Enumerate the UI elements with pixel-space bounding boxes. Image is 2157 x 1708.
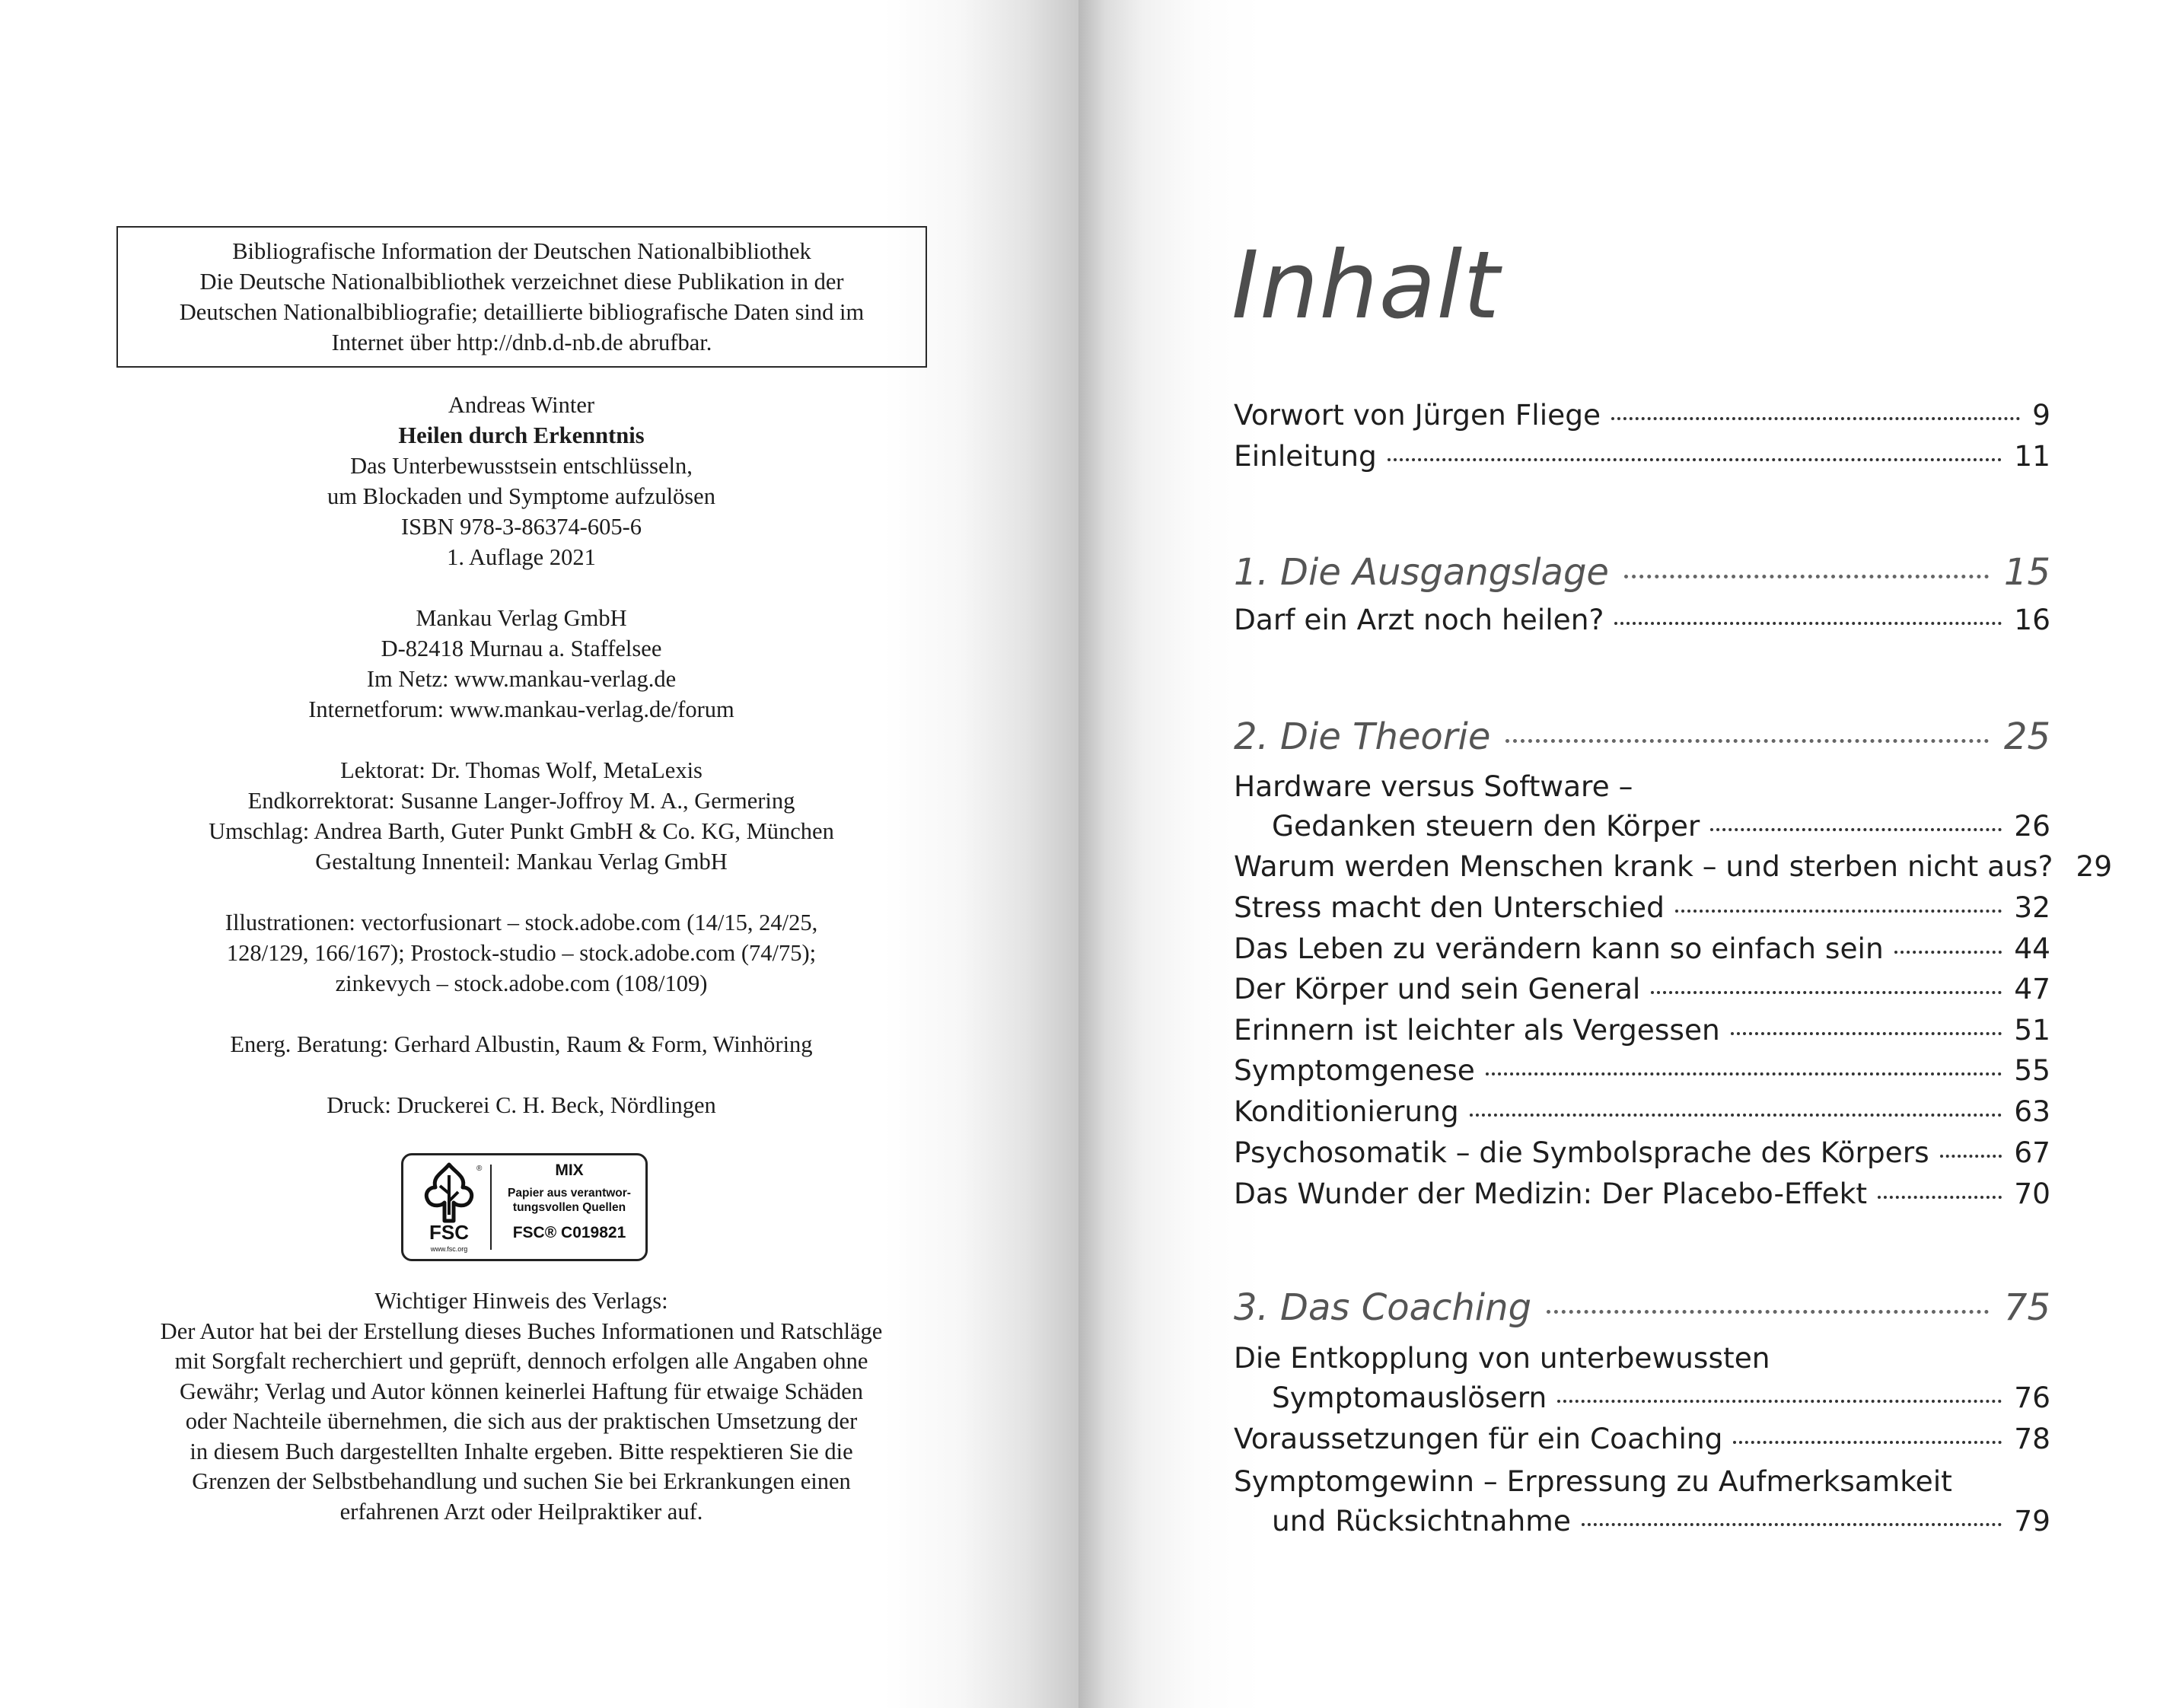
toc-entry [1234, 849, 2113, 891]
toc-chapter-label: 2. Die Theorie [1234, 715, 1491, 758]
toc-entry-label: Stress macht den Unterschied [1234, 891, 1665, 924]
toc-entry-label: Das Wunder der Medizin: Der Placebo-Effekt [1234, 1177, 1868, 1210]
toc-page-number: 16 [2014, 603, 2050, 636]
credit-line: Umschlag: Andrea Barth, Guter Punkt GmbH & Co. KG, München [209, 818, 834, 844]
notice-line: oder Nachteile übernehmen, die sich aus der praktischen Umsetzung der [185, 1408, 858, 1434]
toc-page-number: 26 [2014, 809, 2050, 843]
illustration-line: Illustrationen: vectorfusionart – stock.adobe.com (14/15, 24/25, [225, 910, 818, 935]
toc-entry [1272, 1381, 2050, 1422]
toc-leader [1940, 1155, 2002, 1158]
toc-entry-label: Symptomauslösern [1272, 1381, 1547, 1414]
fsc-label [401, 1153, 648, 1261]
notice-line: in diesem Buch dargestellten Inhalte ergeben. Bitte respektieren Sie die [190, 1438, 853, 1464]
toc-page-number: 67 [2014, 1136, 2050, 1169]
biblio-line: Internet über http://dnb.d-nb.de abrufbar. [331, 330, 712, 355]
toc-entry-label: Das Leben zu verändern kann so einfach sein [1234, 932, 1884, 965]
illustration-line: zinkevych – stock.adobe.com (108/109) [335, 970, 708, 996]
toc-page-number: 32 [2014, 891, 2050, 924]
fsc-license-code: FSC® C019821 [512, 1224, 626, 1241]
toc-entry [1234, 972, 2050, 1013]
fsc-tree-logo-icon [411, 1160, 487, 1256]
fsc-mix: MIX [555, 1162, 584, 1179]
notice-line: Grenzen der Selbstbehandlung und suchen Sie bei Erkrankungen einen [192, 1468, 851, 1494]
toc-page-number: 25 [2003, 715, 2050, 758]
printing-line: Druck: Druckerei C. H. Beck, Nördlingen [327, 1092, 716, 1118]
publisher-notice [99, 1286, 944, 1527]
toc-entry [1234, 439, 2050, 480]
toc-entry [1272, 1504, 2050, 1545]
toc-leader [1582, 1523, 2002, 1526]
book-title: Heilen durch Erkenntnis [398, 422, 645, 448]
toc-page-number: 11 [2014, 439, 2050, 473]
toc-entry-label: Gedanken steuern den Körper [1272, 809, 1700, 843]
toc-entry [1234, 891, 2050, 932]
svg-text:®: ® [476, 1165, 483, 1173]
publisher-line: Mankau Verlag GmbH [416, 605, 627, 631]
toc-page-number: 76 [2014, 1381, 2050, 1414]
toc-page-number: 78 [2014, 1422, 2050, 1455]
credits [99, 755, 944, 877]
toc-chapter-heading [1234, 551, 2050, 603]
toc-page-number: 15 [2003, 551, 2050, 594]
toc-chapter-heading [1234, 715, 2050, 767]
toc-page-number: 79 [2014, 1504, 2050, 1538]
toc-page-number: 29 [2076, 849, 2113, 883]
fsc-logo-url: www.fsc.org [430, 1245, 468, 1253]
bibliographic-info-box [116, 226, 927, 368]
notice-line: erfahrenen Arzt oder Heilpraktiker auf. [339, 1498, 703, 1525]
printing-credit [99, 1090, 944, 1120]
credit-line: Lektorat: Dr. Thomas Wolf, MetaLexis [340, 757, 703, 783]
toc-entry-label: Darf ein Arzt noch heilen? [1234, 603, 1604, 636]
toc-entry [1234, 932, 2050, 973]
notice-line: mit Sorgfalt recherchiert und geprüft, dennoch erfolgen alle Angaben ohne [174, 1348, 868, 1374]
biblio-line: Deutschen Nationalbibliografie; detaillierte bibliografische Daten sind im [179, 299, 865, 325]
toc-leader [1675, 910, 2002, 913]
toc-entry-first-line: Symptomgewinn – Erpressung zu Aufmerksamkeit [1234, 1464, 1952, 1498]
toc-page-number: 63 [2014, 1095, 2050, 1128]
toc-leader [1547, 1310, 1989, 1314]
toc-entry [1234, 398, 2050, 439]
toc-entry-label: Vorwort von Jürgen Fliege [1234, 398, 1601, 432]
toc-chapter-heading [1234, 1286, 2050, 1338]
publisher-line: Internetforum: www.mankau-verlag.de/forum [308, 696, 734, 722]
toc-entry [1234, 1422, 2050, 1463]
toc-entry [1234, 1095, 2050, 1136]
toc-page-number: 55 [2014, 1053, 2050, 1087]
toc-page-number: 51 [2014, 1013, 2050, 1047]
toc-leader [1614, 622, 2002, 625]
imprint-page [0, 0, 1078, 1708]
toc-entry-label: Erinnern ist leichter als Vergessen [1234, 1013, 1720, 1047]
toc-leader [1710, 828, 2002, 831]
toc-entry-label: Der Körper und sein General [1234, 972, 1641, 1005]
toc-leader [1388, 458, 2002, 461]
toc-page-number: 47 [2014, 972, 2050, 1005]
toc-leader [1486, 1072, 2002, 1075]
toc-page-number: 9 [2032, 398, 2050, 432]
consulting-credit [99, 1029, 944, 1060]
publisher-line: Im Netz: www.mankau-verlag.de [366, 666, 677, 692]
notice-line: Der Autor hat bei der Erstellung dieses Buches Informationen und Ratschläge [160, 1318, 883, 1344]
fsc-divider [490, 1165, 492, 1250]
toc-entry-label: und Rücksichtnahme [1272, 1504, 1571, 1538]
toc-entry [1234, 1136, 2050, 1177]
toc-entry-label: Symptomgenese [1234, 1053, 1475, 1087]
biblio-line: Bibliografische Information der Deutschen Nationalbibliothek [232, 238, 811, 264]
toc-leader [1470, 1114, 2002, 1117]
contents-title: Inhalt [1231, 231, 1501, 339]
notice-heading: Wichtiger Hinweis des Verlags: [374, 1288, 668, 1314]
toc-entry-first-line: Die Entkopplung von unterbewussten [1234, 1341, 1770, 1375]
credit-line: Gestaltung Innenteil: Mankau Verlag GmbH [315, 849, 728, 875]
toc-entry-label: Konditionierung [1234, 1095, 1459, 1128]
toc-leader [1505, 739, 1989, 743]
toc-entry [1234, 1053, 2050, 1095]
consulting-line: Energ. Beratung: Gerhard Albustin, Raum & Form, Winhöring [230, 1031, 813, 1057]
toc-entry [1272, 809, 2050, 850]
fsc-source-line: Papier aus verantwor- [508, 1187, 631, 1200]
illustration-line: 128/129, 166/167); Prostock-studio – stock.adobe.com (74/75); [226, 940, 817, 966]
fsc-logo-text: FSC [429, 1221, 469, 1244]
toc-leader [1611, 417, 2020, 420]
toc-leader [1651, 991, 2002, 994]
credit-line: Endkorrektorat: Susanne Langer-Joffroy M. A., Germering [247, 788, 795, 814]
biblio-line: Die Deutsche Nationalbibliothek verzeichnet diese Publikation in der [199, 269, 844, 295]
toc-leader [1624, 575, 1989, 578]
author-name: Andreas Winter [448, 392, 595, 418]
toc-entry-label: Einleitung [1234, 439, 1377, 473]
toc-entry [1234, 1177, 2050, 1218]
toc-entry-first-line: Hardware versus Software – [1234, 770, 1633, 803]
toc-chapter-label: 3. Das Coaching [1234, 1286, 1532, 1329]
fsc-source-line: tungsvollen Quellen [512, 1201, 626, 1214]
toc-entry [1234, 603, 2050, 644]
notice-line: Gewähr; Verlag und Autor können keinerlei Haftung für etwaige Schäden [179, 1378, 864, 1404]
toc-leader [1894, 951, 2002, 954]
toc-leader [1733, 1441, 2002, 1444]
isbn: ISBN 978-3-86374-605-6 [401, 514, 642, 540]
toc-entry-label: Voraussetzungen für ein Coaching [1234, 1422, 1723, 1455]
toc-chapter-label: 1. Die Ausgangslage [1234, 551, 1609, 594]
illustration-credits [99, 907, 944, 999]
toc-leader [1557, 1400, 2002, 1403]
book-details [99, 390, 944, 572]
publisher-info [99, 603, 944, 725]
toc-leader [1731, 1032, 2002, 1035]
toc-entry-label: Warum werden Menschen krank – und sterben nicht aus? [1234, 849, 2053, 883]
publisher-line: D-82418 Murnau a. Staffelsee [381, 636, 662, 661]
toc-page-number: 70 [2014, 1177, 2050, 1210]
toc-page-number: 44 [2014, 932, 2050, 965]
book-subtitle: um Blockaden und Symptome aufzulösen [327, 483, 715, 509]
toc-entry [1234, 1013, 2050, 1054]
toc-leader [1878, 1196, 2002, 1199]
book-subtitle: Das Unterbewusstsein entschlüsseln, [350, 453, 693, 479]
toc-entry-label: Psychosomatik – die Symbolsprache des Körpers [1234, 1136, 1929, 1169]
edition: 1. Auflage 2021 [447, 544, 596, 570]
toc-page-number: 75 [2003, 1286, 2050, 1329]
fsc-label-text [495, 1162, 644, 1242]
